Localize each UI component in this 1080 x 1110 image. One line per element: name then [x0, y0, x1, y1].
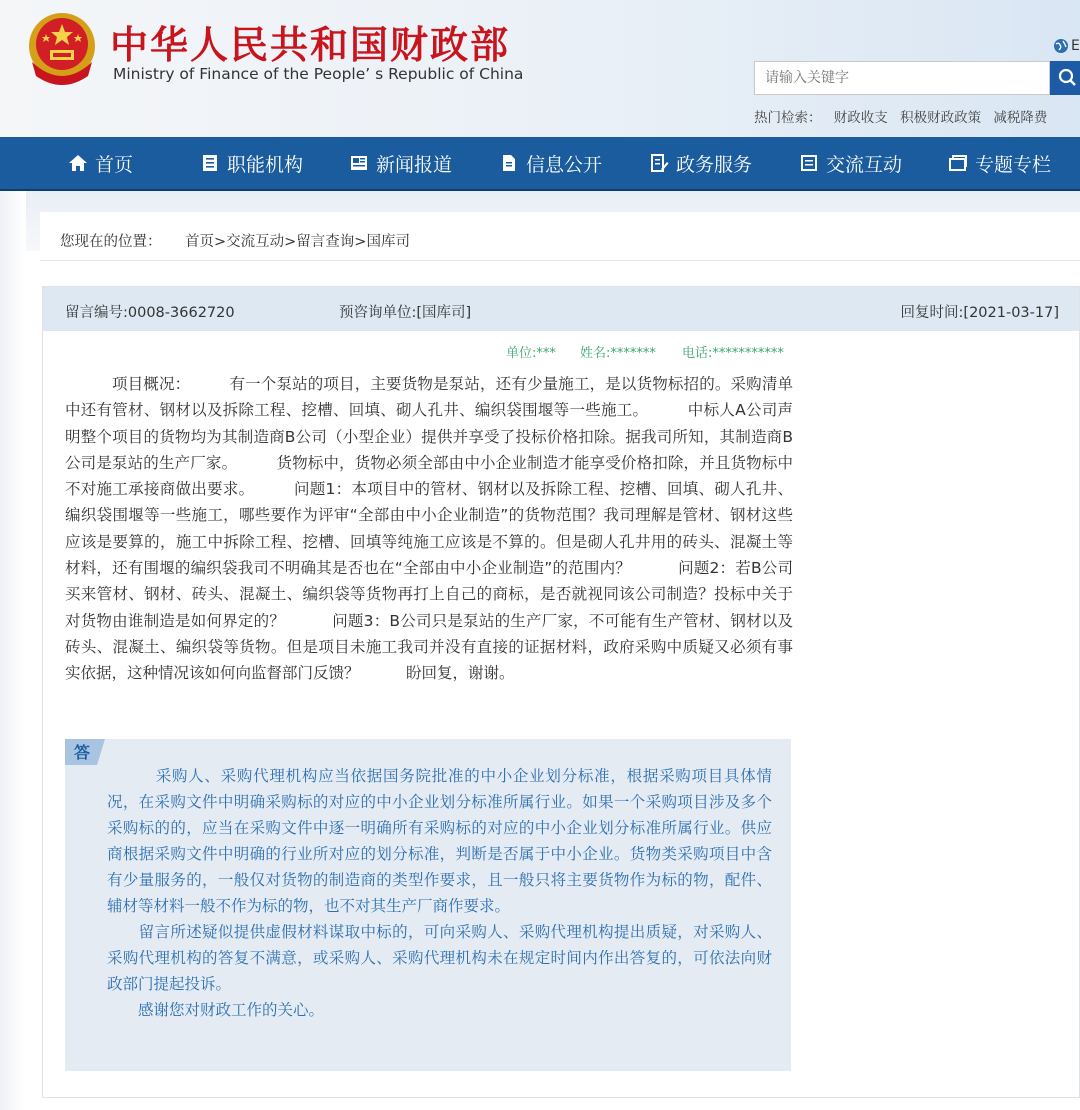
breadcrumb-path[interactable]: 首页>交流互动>留言查询>国库司 — [185, 234, 410, 250]
message-dept: 预咨询单位:[国库司] — [339, 305, 472, 321]
document-icon — [499, 153, 519, 173]
globe-icon[interactable] — [1053, 38, 1069, 54]
contact-unit: 单位:*** — [506, 346, 556, 361]
search-icon — [1050, 61, 1080, 95]
reply-time: 回复时间:[2021-03-17] — [900, 305, 1059, 321]
nav-item-services[interactable] — [649, 137, 752, 189]
answer-tag-label: 答 — [74, 743, 91, 762]
answer-text — [107, 763, 772, 1023]
list-icon — [200, 153, 220, 173]
nav-item-label: 首页 — [95, 153, 134, 176]
language-switch[interactable]: E — [1071, 38, 1080, 54]
chat-icon — [799, 153, 819, 173]
breadcrumb-label: 您现在的位置： — [60, 234, 162, 250]
answer-paragraph: 留言所述疑似提供虚假材料谋取中标的，可向采购人、采购代理机构提出质疑，对采购人、采购代理机构的答复不满意，或采购人、采购代理机构未在规定时间内作出答复的，可依法向财政部门提起投诉。 — [107, 923, 772, 993]
nav-item-functions[interactable] — [200, 137, 303, 189]
nav-item-label: 信息公开 — [526, 153, 603, 176]
hot-search-item[interactable]: 积极财政政策 — [900, 110, 982, 126]
message-id: 留言编号:0008-3662720 — [65, 305, 235, 321]
site-header — [0, 0, 1080, 137]
national-emblem-icon — [26, 10, 98, 86]
site-title-cn[interactable]: 中华人民共和国财政部 — [110, 23, 511, 67]
nav-item-label: 专题专栏 — [975, 153, 1052, 176]
newspaper-icon — [349, 153, 369, 173]
answer-box — [65, 739, 791, 1071]
background-decoration — [0, 191, 26, 1110]
answer-paragraph: 感谢您对财政工作的关心。 — [107, 1001, 325, 1019]
folder-icon — [948, 153, 968, 173]
home-icon — [68, 153, 88, 173]
search-button[interactable] — [1050, 61, 1080, 95]
nav-item-topics[interactable] — [948, 137, 1051, 189]
question-text: 项目概况： 有一个泵站的项目，主要货物是泵站，还有少量施工，是以货物标招的。采购清单中还有管材、钢材以及拆除工程、挖槽、回填、砌人孔井、编织袋围堰等一些施工。 中标人A公司声明整个项目的货物均为其制造商B公司（小型企业）提供并享受了投标价格扣除。据我司所知，其制造商B公司是泵站的生产厂家。 货物标中，货物必须全部由中小企业制造才能享受价格扣除，并且货物标中不对施工承接商做出要求。 问题1：本项目中的管材、钢材以及拆除工程、挖槽、回填、砌人孔井、编织袋围堰等一些施工，哪些要作为评审“全部由中小企业制造”的货物范围？我司理解是管材、钢材这些应该是要算的，施工中拆除工程、挖槽、回填等纯施工应该是不算的。但是砌人孔井用的砖头、混凝土等材料，还有围堰的编织袋我司不明确其是否也在“全部由中小企业制造”的范围内？ 问题2：若B公司买来管材、钢材、砖头、混凝土、编织袋等货物再打上自己的商标，是否就视同该公司制造？投标中关于对货物由谁制造是如何界定的？ 问题3：B公司只是泵站的生产厂家，不可能有生产管材、钢材以及砖头、混凝土、编织袋等货物。但是项目未施工我司并没有直接的证据材料，政府采购中质疑又必须有事实依据，这种情况该如何向监督部门反馈？ 盼回复，谢谢。 — [65, 375, 793, 683]
contact-phone: 电话:*********** — [682, 346, 784, 361]
nav-item-label: 新闻报道 — [376, 153, 453, 176]
main-nav — [0, 137, 1080, 191]
site-title-en: Ministry of Finance of the People’ s Republic of China — [113, 65, 524, 83]
hot-search-item[interactable]: 财政收支 — [833, 110, 888, 126]
nav-item-label: 政务服务 — [676, 153, 753, 176]
nav-item-info[interactable] — [499, 137, 602, 189]
nav-item-label: 职能机构 — [227, 153, 304, 176]
hot-search-item[interactable]: 减税降费 — [993, 110, 1048, 126]
nav-item-news[interactable] — [349, 137, 452, 189]
search-box — [754, 61, 1050, 95]
contact-name: 姓名:******* — [580, 346, 656, 361]
nav-item-home[interactable] — [68, 137, 133, 189]
breadcrumb — [40, 212, 1080, 261]
hot-search — [754, 106, 1055, 126]
edit-document-icon — [649, 153, 669, 173]
answer-tag — [65, 739, 105, 765]
nav-item-interaction[interactable] — [799, 137, 902, 189]
message-panel — [42, 286, 1080, 1098]
message-meta-bar — [43, 287, 1079, 331]
search-input[interactable] — [763, 62, 1037, 94]
hot-search-label: 热门检索： — [754, 110, 822, 126]
nav-item-label: 交流互动 — [826, 153, 903, 176]
answer-paragraph: 采购人、采购代理机构应当依据国务院批准的中小企业划分标准，根据采购项目具体情况，在采购文件中明确采购标的对应的中小企业划分标准所属行业。如果一个采购项目涉及多个采购标的的，应当在采购文件中逐一明确所有采购标的对应的中小企业划分标准所属行业。供应商根据采购文件中明确的行业所对应的划分标准，判断是否属于中小企业。货物类采购项目中含有少量服务的，一般仅对货物的制造商的类型作要求，且一般只将主要货物作为标的物，配件、辅材等材料一般不作为标的物，也不对其生产厂商作要求。 — [107, 767, 772, 915]
